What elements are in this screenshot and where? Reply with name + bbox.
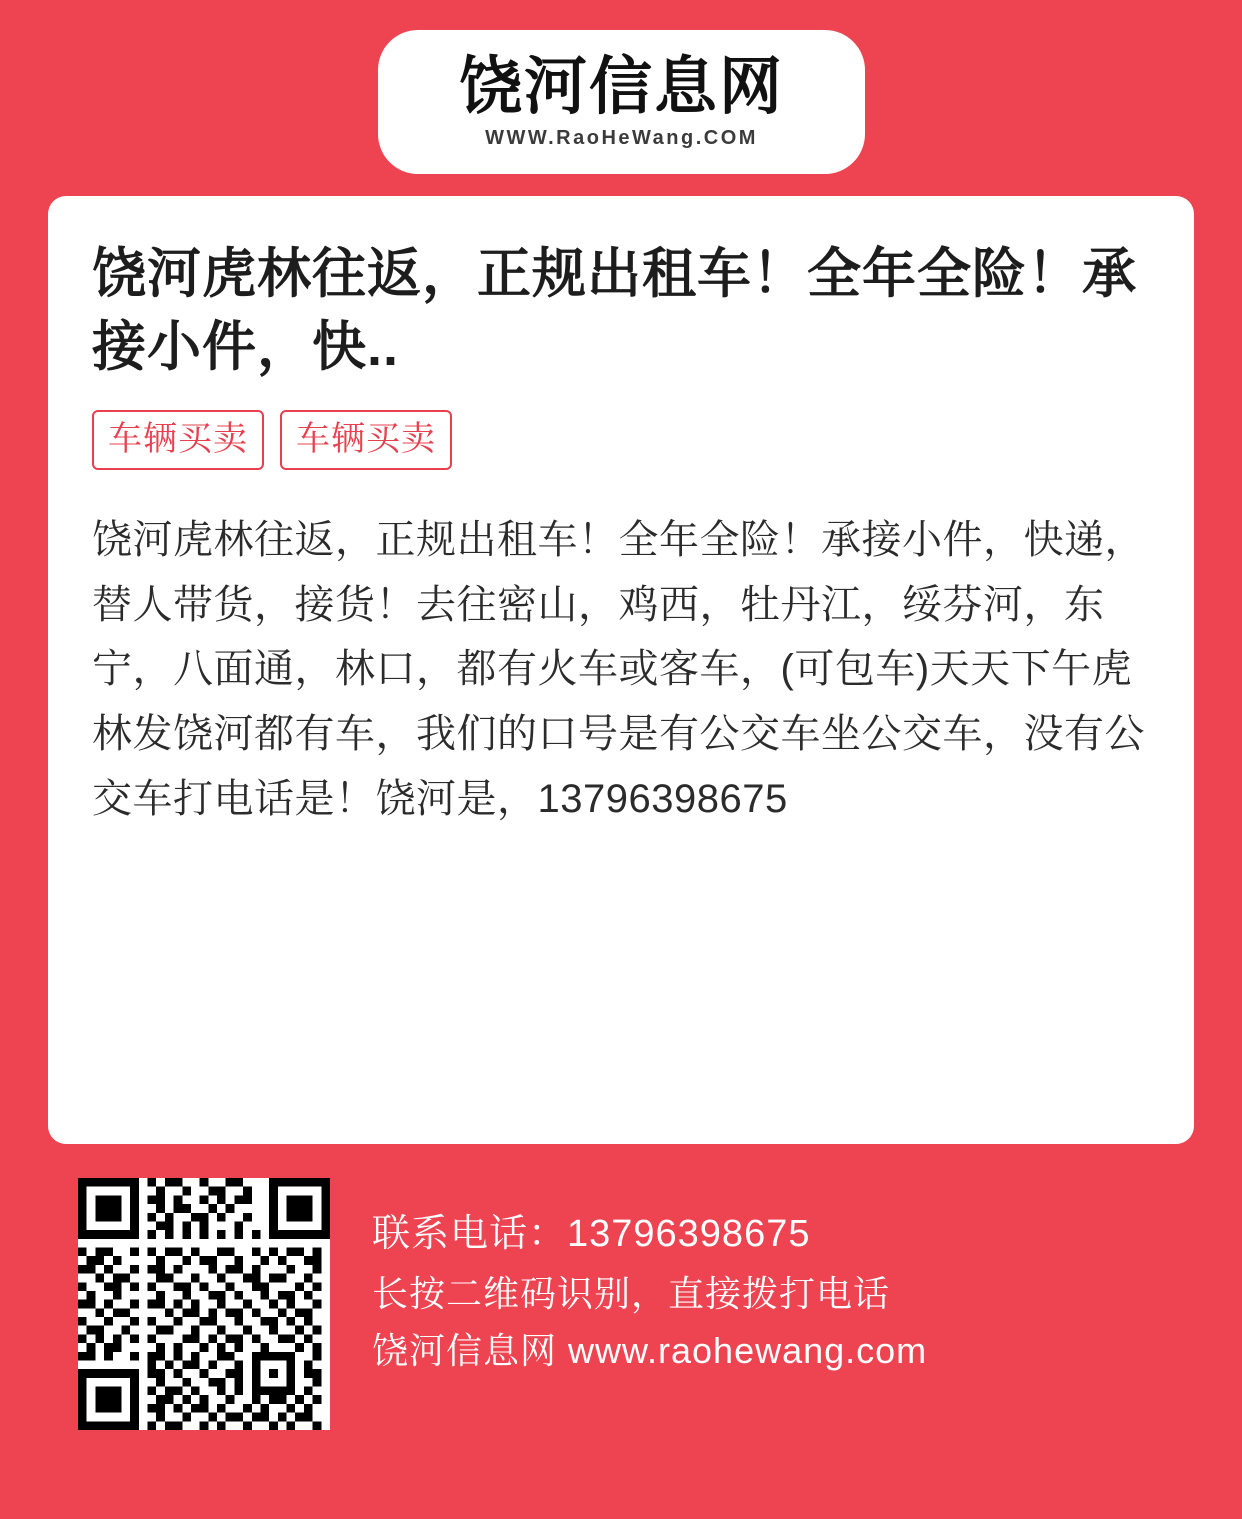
logo-title: 饶河信息网 [459,50,784,124]
qr-hint: 长按二维码识别，直接拨打电话 [372,1272,891,1314]
logo-url: WWW.RaoHeWang.COM [485,126,758,149]
post-card [48,196,1194,1144]
tag-list [92,410,1150,470]
poster-footer [0,1178,1242,1478]
category-tag[interactable]: 车辆买卖 [92,410,264,470]
post-title: 饶河虎林往返，正规出租车！全年全险！承接小件，快.. [92,244,1137,377]
footer-contact [372,1178,927,1380]
post-body: 饶河虎林往返，正规出租车！全年全险！承接小件，快递，替人带货，接货！去往密山，鸡西，牡丹江，绥芬河，东宁，八面通，林口，都有火车或客车，(可包车)天天下午虎林发饶河都有车，我们的口号是有公交车坐公交车，没有公交车打电话是！饶河是，13796398675 [92,517,1145,821]
qr-code[interactable] [78,1178,330,1430]
site-logo [378,30,865,174]
site-link[interactable]: 饶河信息网 www.raohewang.com [372,1330,928,1372]
contact-phone[interactable]: 联系电话：13796398675 [372,1213,811,1255]
category-tag[interactable]: 车辆买卖 [280,410,452,470]
